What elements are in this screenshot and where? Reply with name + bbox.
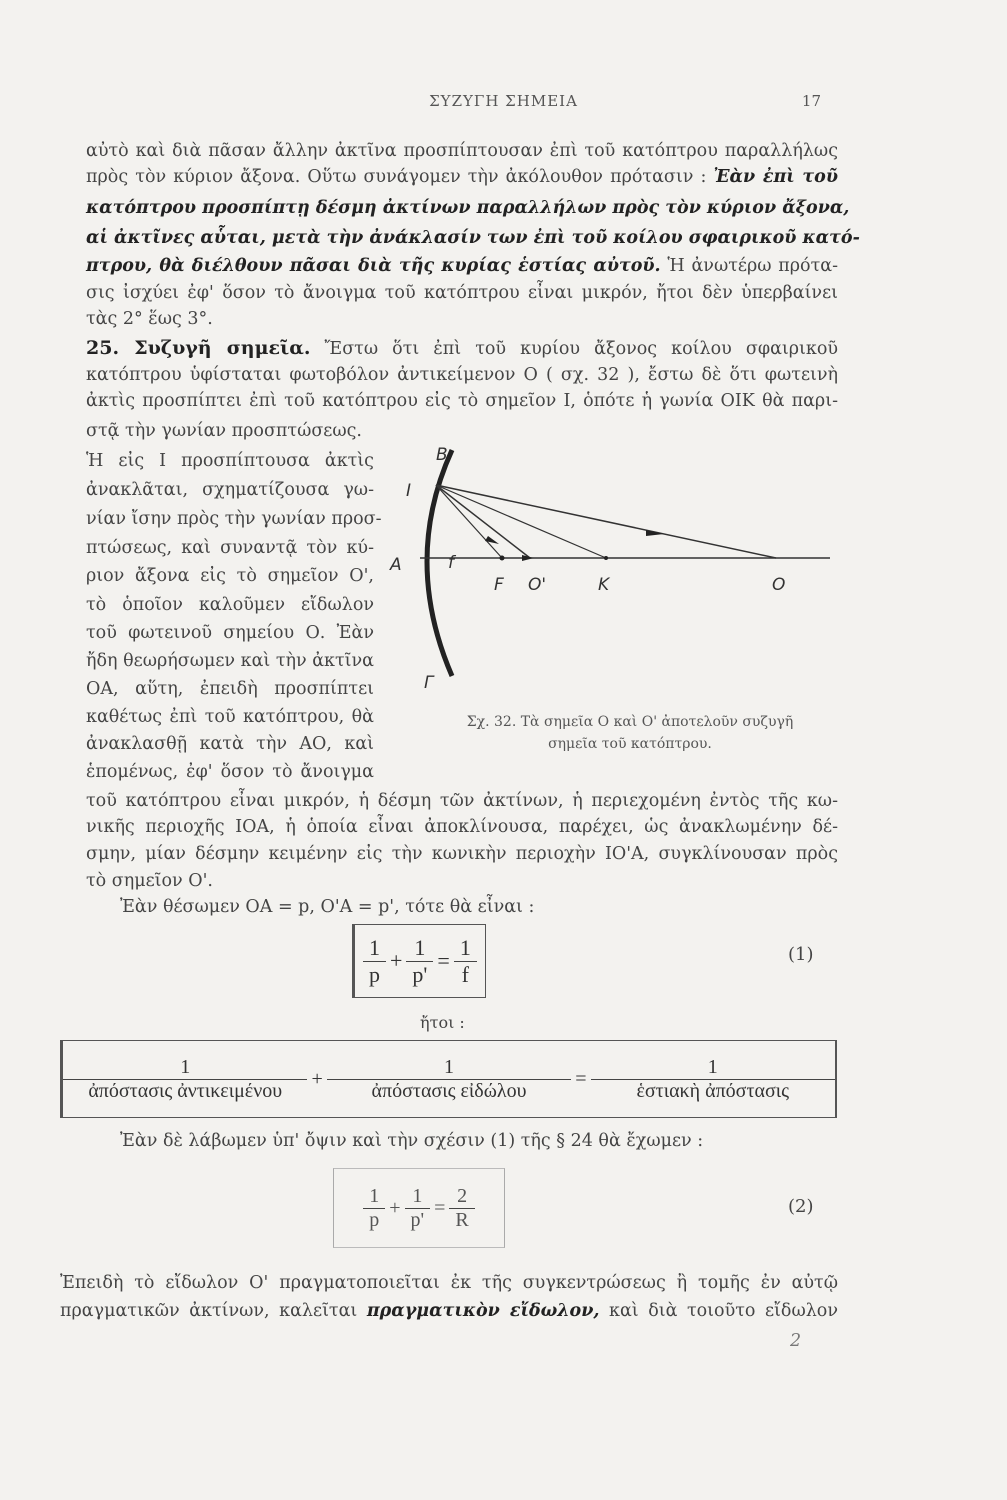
plus-sign: + xyxy=(311,1067,323,1090)
denominator: p' xyxy=(412,961,428,987)
numerator: 1 xyxy=(444,1055,454,1078)
text-line: ἤτοι : xyxy=(420,1013,465,1032)
denominator: ἀπόστασις ἀντικειμένου xyxy=(63,1079,307,1103)
denominator: f xyxy=(461,961,469,987)
text-run: καὶ διὰ τοιοῦτο εἴδωλον xyxy=(599,1301,838,1321)
equals-sign: = xyxy=(575,1067,587,1090)
label-K: K xyxy=(598,575,610,595)
text-line: Ἡ εἰς Ι προσπίπτουσα ἀκτὶς xyxy=(86,451,374,471)
italic-proposition: αἱ ἀκτῖνες αὗται, μετὰ τὴν ἀνάκλασίν των ἐπὶ τοῦ κοίλου σφαιρικοῦ κατό- xyxy=(86,228,860,248)
text-line: αὐτὸ καὶ διὰ πᾶσαν ἄλλην ἀκτῖνα προσπίπτουσαν ἐπὶ τοῦ κατόπτρου παραλλήλως xyxy=(86,141,838,161)
focus-point xyxy=(500,556,505,561)
equation-words-box xyxy=(60,1040,837,1118)
text-line: νικῆς περιοχῆς ΙΟΑ, ἡ ὁποία εἶναι ἀποκλίνουσα, παρέχει, ὡς ἀνακλωμένην δέ- xyxy=(86,817,838,837)
signature-mark: 2 xyxy=(790,1331,802,1351)
arrow-on-reflected-ray xyxy=(485,536,499,544)
text-line: κατόπτρου ὑφίσταται φωτοβόλον ἀντικείμενον Ο ( σχ. 32 ), ἔστω δὲ ὅτι φωτεινὴ xyxy=(86,365,838,385)
denominator: ἀπόστασις εἰδώλου xyxy=(327,1079,571,1103)
text-run: Ἔστω ὅτι ἐπὶ τοῦ κυρίου ἄξονος κοίλου σφαιρικοῦ xyxy=(310,339,839,359)
numerator: 2 xyxy=(449,1185,474,1209)
running-title: ΣΥΖΥΓΗ ΣΗΜΕΙΑ xyxy=(429,92,578,110)
text-line: σις ἰσχύει ἐφ' ὅσον τὸ ἄνοιγμα τοῦ κατόπτρου εἶναι μικρόν, ἤτοι δὲν ὑπερβαίνει xyxy=(86,283,838,303)
fraction xyxy=(406,935,433,988)
caption-line: σημεῖα τοῦ κατόπτρου. xyxy=(548,736,712,752)
text-line: Ἐὰν θέσωμεν ΟΑ = p, Ο'Α = p', τότε θὰ εἶναι : xyxy=(120,897,535,917)
figure-caption xyxy=(420,711,840,755)
text-line: ἀκτὶς προσπίπτει ἐπὶ τοῦ κατόπτρου εἰς τὸ σημεῖον Ι, ὁπότε ἡ γωνία ΟΙΚ θὰ παρι- xyxy=(86,391,838,411)
label-B: B xyxy=(436,445,448,465)
label-O: O xyxy=(772,575,786,595)
text-line xyxy=(86,164,838,190)
text-line xyxy=(60,1298,838,1324)
text-line: νίαν ἴσην πρὸς τὴν γωνίαν προσ- xyxy=(86,509,382,529)
text-run: Ἡ ἀνωτέρω πρότα- xyxy=(660,256,839,276)
fraction xyxy=(363,935,386,988)
numerator: 1 xyxy=(363,935,386,962)
fraction xyxy=(405,1185,431,1232)
italic-term: πραγματικὸν εἴδωλον, xyxy=(366,1301,600,1321)
text-line: τοῦ φωτεινοῦ σημείου Ο. Ἐὰν xyxy=(86,623,374,643)
denominator: ἑστιακὴ ἀπόστασις xyxy=(591,1079,835,1103)
text-line: ριον ἄξονα εἰς τὸ σημεῖον Ο', xyxy=(86,566,374,586)
text-line: καθέτως ἐπὶ τοῦ κατόπτρου, θὰ xyxy=(86,707,374,727)
text-line: τοῦ κατόπτρου εἶναι μικρόν, ἡ δέσμη τῶν ἀκτίνων, ἡ περιεχομένη ἐντὸς τῆς κω- xyxy=(86,791,838,811)
equation-2-box xyxy=(333,1168,505,1248)
fraction xyxy=(327,1056,571,1103)
ray-IK xyxy=(436,485,606,558)
text-line: ΟΑ, αὕτη, ἐπειδὴ προσπίπτει xyxy=(86,679,374,699)
section-heading: 25. Συζυγῆ σημεῖα. xyxy=(86,337,311,359)
text-line: στᾷ τὴν γωνίαν προσπτώσεως. xyxy=(86,421,362,441)
numerator: 1 xyxy=(180,1055,191,1078)
numerator: 1 xyxy=(363,1185,385,1209)
fraction xyxy=(591,1056,835,1103)
equals-sign: = xyxy=(434,1196,446,1219)
label-A: A xyxy=(390,555,402,575)
figure-32-concave-mirror xyxy=(384,440,840,690)
ray-IF xyxy=(436,485,502,558)
denominator: R xyxy=(455,1208,469,1231)
page-header xyxy=(0,92,1007,116)
equation-1-label: (1) xyxy=(788,944,814,965)
center-point xyxy=(604,556,608,560)
denominator: p xyxy=(369,1208,380,1231)
text-line: Ἐπειδὴ τὸ εἴδωλον Ο' πραγματοποιεῖται ἐκ τῆς συγκεντρώσεως ἢ τομῆς ἐν αὐτῷ xyxy=(60,1273,838,1293)
fraction xyxy=(363,1185,385,1232)
fraction xyxy=(449,1185,474,1232)
equation-1-box xyxy=(352,924,486,998)
text-run: πραγματικῶν ἀκτίνων, καλεῖται xyxy=(60,1301,367,1321)
ray-reflected-IO-prime xyxy=(436,485,530,558)
equals-sign: = xyxy=(437,948,450,973)
text-line: σμην, μίαν δέσμην κειμένην εἰς τὴν κωνικὴν περιοχὴν ΙΟ'Α, συγκλίνουσαν πρὸς xyxy=(86,844,838,864)
fraction xyxy=(454,935,477,988)
italic-proposition: Ἐὰν ἐπὶ τοῦ xyxy=(713,167,838,187)
label-O-prime: O' xyxy=(528,575,547,595)
text-line: ἀνακλασθῇ κατὰ τὴν ΑΟ, καὶ xyxy=(86,734,374,754)
equation-2-label: (2) xyxy=(788,1196,814,1217)
label-Gamma: Γ xyxy=(424,673,434,690)
text-line: ἀνακλᾶται, σχηματίζουσα γω- xyxy=(86,480,374,500)
numerator: 1 xyxy=(405,1185,431,1209)
fraction xyxy=(63,1056,307,1103)
text-line: Ἐὰν δὲ λάβωμεν ὑπ' ὄψιν καὶ τὴν σχέσιν (1) τῆς § 24 θὰ ἔχωμεν : xyxy=(120,1131,704,1151)
text-line: ἤδη θεωρήσωμεν καὶ τὴν ἀκτῖνα xyxy=(86,651,374,671)
text-line: τὸ σημεῖον Ο'. xyxy=(86,871,213,891)
text-line: πτώσεως, καὶ συναντᾷ τὸν κύ- xyxy=(86,538,374,558)
numerator: 1 xyxy=(454,935,477,962)
caption-line: Σχ. 32. Τὰ σημεῖα Ο καὶ Ο' ἀποτελοῦν συζυγῆ xyxy=(466,714,794,730)
plus-sign: + xyxy=(390,948,403,973)
italic-proposition: κατόπτρου προσπίπτῃ δέσμη ἀκτίνων παραλλήλων πρὸς τὸν κύριον ἄξονα, xyxy=(86,198,850,218)
ray-incident-OI xyxy=(436,485,776,558)
denominator: p xyxy=(369,961,380,987)
denominator: p' xyxy=(410,1208,425,1231)
label-f: f xyxy=(448,553,454,573)
label-I: I xyxy=(406,481,412,501)
numerator: 1 xyxy=(406,935,433,962)
text-run: πρὸς τὸν κύριον ἄξονα. Οὕτω συνάγομεν τὴν ἀκόλουθον πρότασιν : xyxy=(86,167,714,187)
italic-proposition: πτρου, θὰ διέλθουν πᾶσαι διὰ τῆς κυρίας ἑστίας αὐτοῦ. xyxy=(86,256,661,276)
numerator: 1 xyxy=(707,1055,718,1078)
text-line: τὰς 2° ἕως 3°. xyxy=(86,309,213,329)
text-line xyxy=(86,253,838,279)
text-line: τὸ ὁποῖον καλοῦμεν εἴδωλον xyxy=(86,595,374,615)
label-F: F xyxy=(494,575,504,595)
section-line xyxy=(86,335,838,362)
page-number: 17 xyxy=(801,92,821,110)
text-line: ἑπομένως, ἐφ' ὅσον τὸ ἄνοιγμα xyxy=(86,762,374,782)
plus-sign: + xyxy=(389,1196,401,1219)
